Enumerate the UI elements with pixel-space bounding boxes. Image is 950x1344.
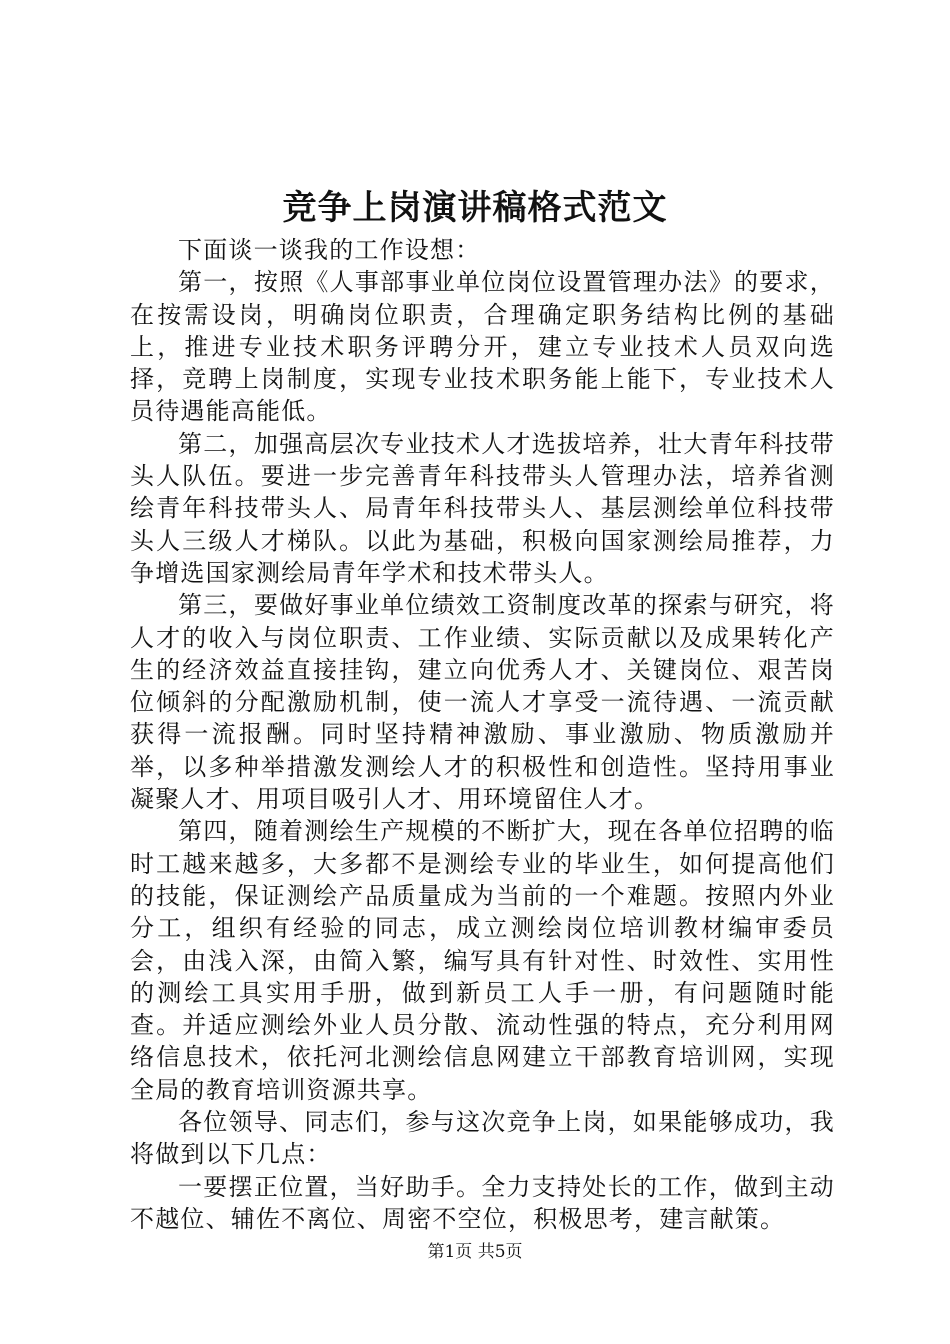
- paragraph-first: 第一，按照《人事部事业单位岗位设置管理办法》的要求，在按需设岗，明确岗位职责，合理确定职务结构比例的基础上，推进专业技术职务评聘分开，建立专业技术人员双向选择，竞聘上岗制度，实现专业技术职务能上能下，专业技术人员待遇能高能低。: [130, 268, 835, 426]
- paragraph-fourth: 第四，随着测绘生产规模的不断扩大，现在各单位招聘的临时工越来越多，大多都不是测绘专业的毕业生，如何提高他们的技能，保证测绘产品质量成为当前的一个难题。按照内外业分工，组织有经验的同志，成立测绘岗位培训教材编审委员会，由浅入深，由简入繁，编写具有针对性、时效性、实用性的测绘工具实用手册，做到新员工人手一册，有问题随时能查。并适应测绘外业人员分散、流动性强的特点，充分利用网络信息技术，依托河北测绘信息网建立干部教育培训网，实现全局的教育培训资源共享。: [130, 817, 835, 1104]
- paragraph-second: 第二，加强高层次专业技术人才选拔培养，壮大青年科技带头人队伍。要进一步完善青年科技带头人管理办法，培养省测绘青年科技带头人、局青年科技带头人、基层测绘单位科技带头人三级人才梯队。以此为基础，积极向国家测绘局推荐，力争增选国家测绘局青年学术和技术带头人。: [130, 429, 835, 587]
- paragraph-address: 各位领导、同志们，参与这次竞争上岗，如果能够成功，我将做到以下几点：: [130, 1108, 835, 1169]
- document-title: 竞争上岗演讲稿格式范文: [282, 188, 668, 228]
- document-body: [130, 234, 835, 1235]
- page-footer: 第1页 共5页: [427, 1242, 523, 1262]
- paragraph-third: 第三，要做好事业单位绩效工资制度改革的探索与研究，将人才的收入与岗位职责、工作业绩、实际贡献以及成果转化产生的经济效益直接挂钩，建立向优秀人才、关键岗位、艰苦岗位倾斜的分配激励机制，使一流人才享受一流待遇、一流贡献获得一流报酬。同时坚持精神激励、事业激励、物质激励并举，以多种举措激发测绘人才的积极性和创造性。坚持用事业凝聚人才、用项目吸引人才、用环境留住人才。: [130, 591, 835, 814]
- paragraph-point-one: 一要摆正位置，当好助手。全力支持处长的工作，做到主动不越位、辅佐不离位、周密不空位，积极思考，建言献策。: [130, 1172, 835, 1233]
- paragraph-intro: 下面谈一谈我的工作设想：: [178, 236, 481, 264]
